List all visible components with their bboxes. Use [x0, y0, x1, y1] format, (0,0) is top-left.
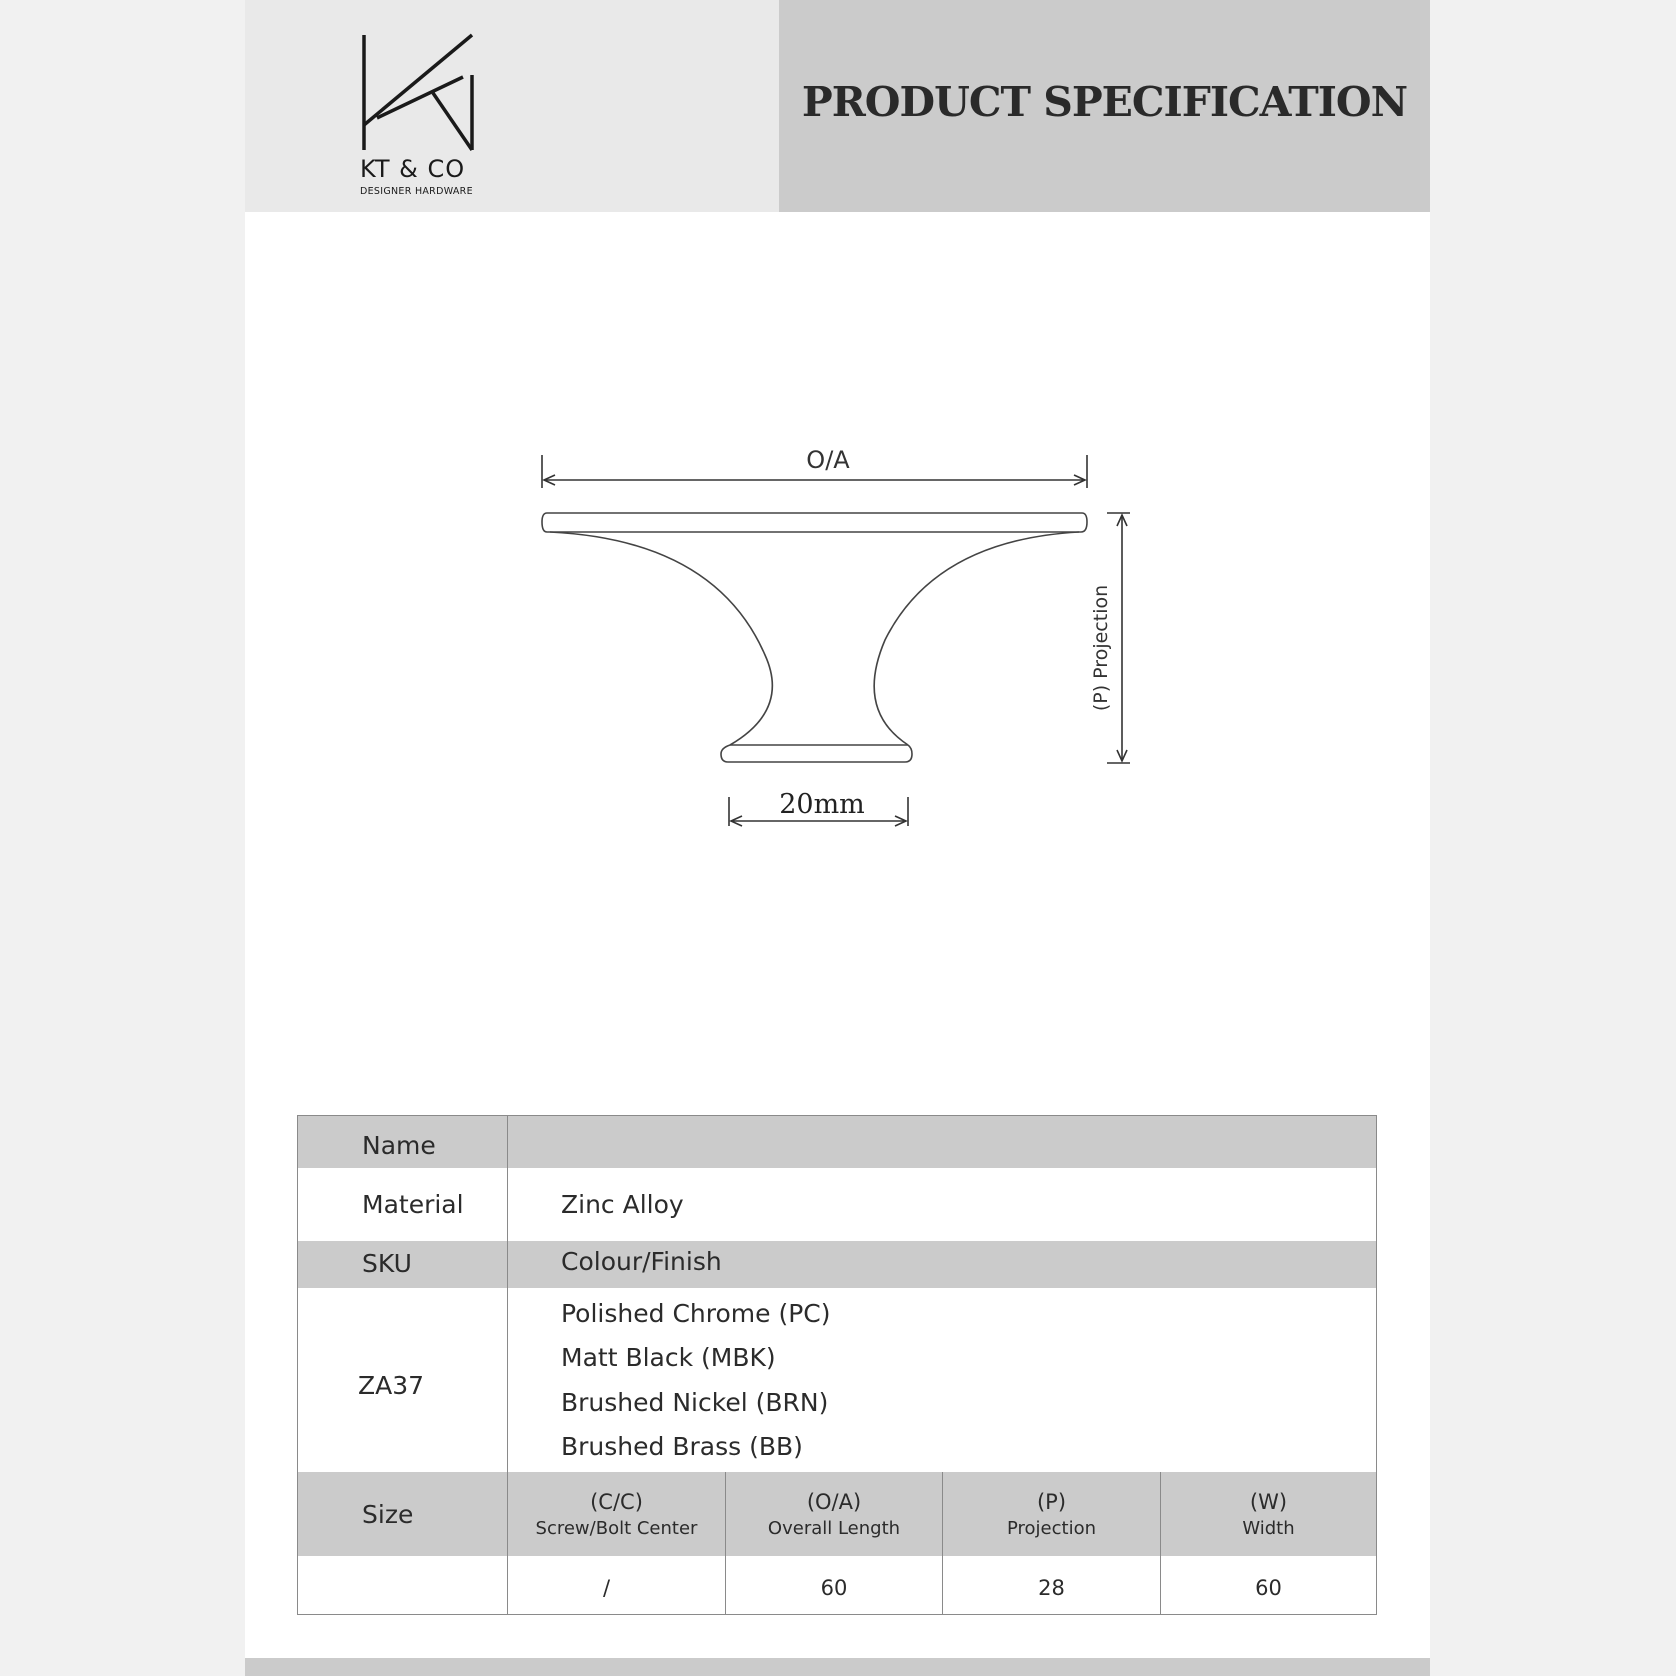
size-label: Size [362, 1500, 414, 1529]
brand-name: KT & CO [360, 155, 466, 183]
sku-value: ZA37 [358, 1371, 425, 1400]
name-label: Name [362, 1131, 436, 1160]
brand-tagline: DESIGNER HARDWARE [360, 186, 473, 197]
spec-sheet [245, 0, 1430, 1676]
knob-outline [542, 513, 1087, 762]
size-col-code: (O/A) [806, 1490, 862, 1514]
size-value-w: 60 [1255, 1576, 1282, 1600]
spec-table [297, 1115, 1377, 1615]
page-title: PRODUCT SPECIFICATION [801, 78, 1408, 126]
size-col-desc: Screw/Bolt Center [535, 1518, 698, 1539]
finish-item: Brushed Brass (BB) [561, 1432, 803, 1461]
size-col-code: (C/C) [590, 1490, 643, 1514]
label-column-divider [507, 1116, 508, 1614]
size-value-cc: / [602, 1576, 611, 1600]
size-value-oa: 60 [820, 1576, 848, 1600]
sku-row-band [298, 1241, 1376, 1288]
size-col-code: (P) [1036, 1490, 1067, 1514]
finish-item: Polished Chrome (PC) [561, 1299, 831, 1328]
size-col-oa [726, 1490, 942, 1539]
name-row-band [298, 1116, 1376, 1168]
finish-item: Brushed Nickel (BRN) [561, 1388, 829, 1417]
overall-length-label: O/A [806, 446, 850, 474]
finish-item: Matt Black (MBK) [561, 1343, 776, 1372]
size-col-w [1161, 1490, 1376, 1539]
finish-label: Colour/Finish [561, 1247, 722, 1276]
size-col-code: (W) [1249, 1490, 1288, 1514]
size-col-desc: Overall Length [767, 1518, 901, 1539]
size-col-desc: Projection [1006, 1518, 1096, 1539]
material-label: Material [362, 1190, 464, 1219]
base-width-label: 20mm [779, 789, 865, 820]
size-col-desc: Width [1242, 1518, 1295, 1539]
sku-label: SKU [362, 1249, 412, 1278]
size-value-p: 28 [1038, 1576, 1065, 1600]
footer-band [245, 1658, 1430, 1676]
material-value: Zinc Alloy [561, 1190, 684, 1219]
product-drawing [245, 0, 1430, 1100]
size-col-p [943, 1490, 1160, 1539]
size-col-cc [508, 1490, 725, 1539]
projection-label: (P) Projection [1090, 584, 1112, 712]
